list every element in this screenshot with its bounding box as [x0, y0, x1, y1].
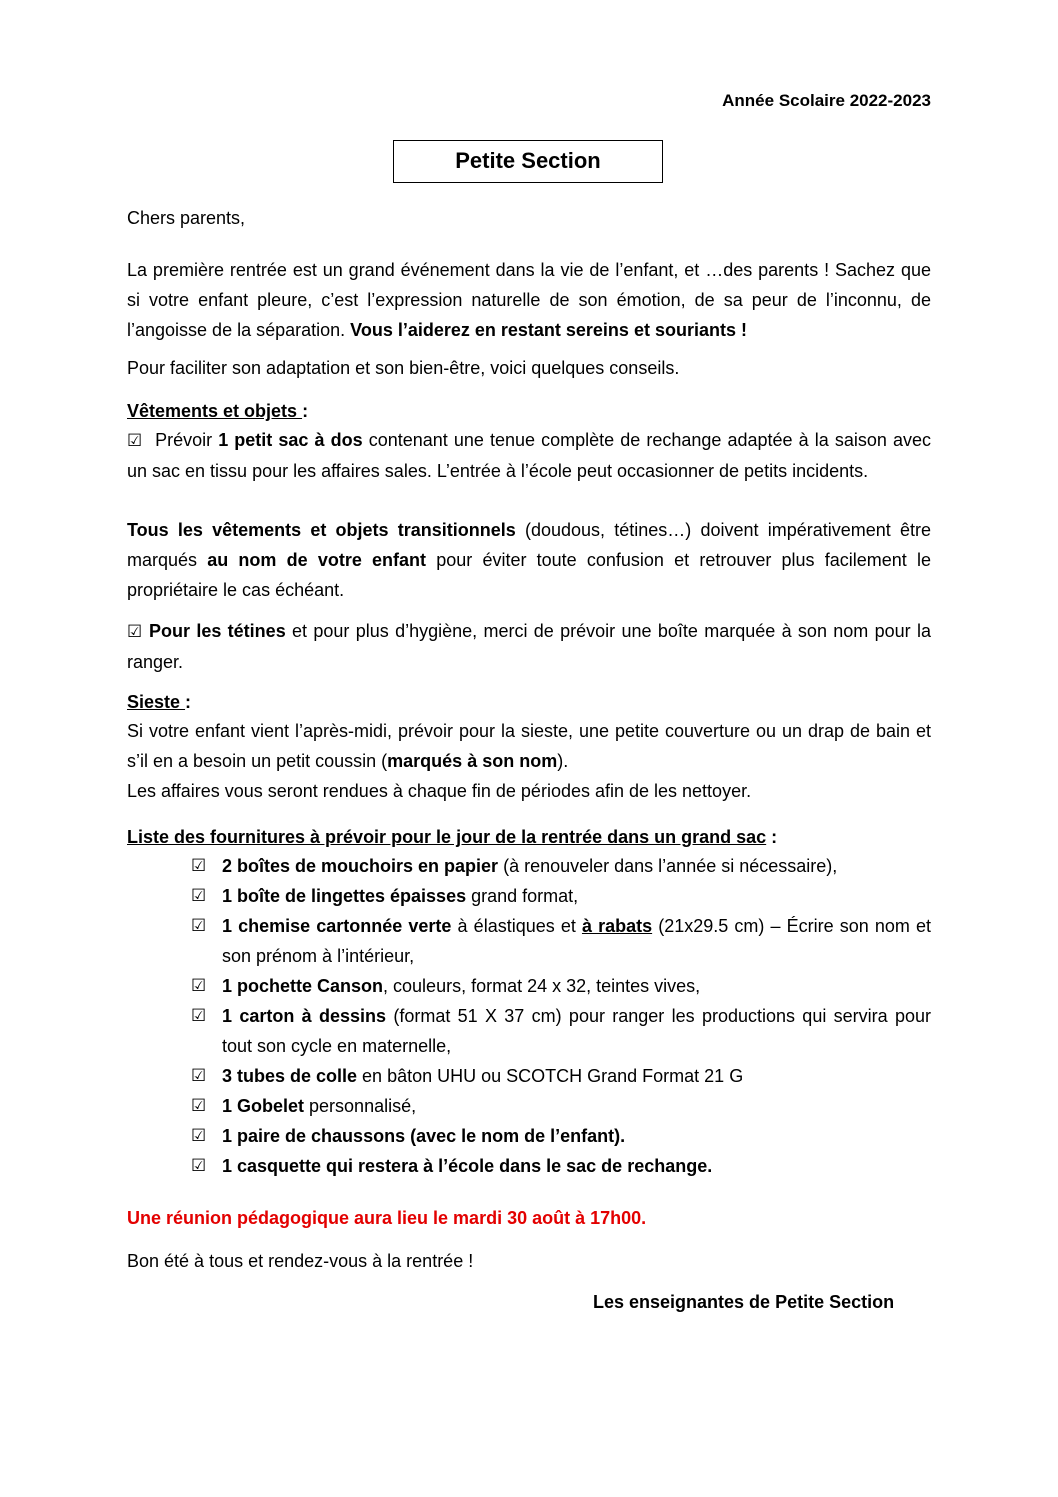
list-item	[191, 1061, 931, 1091]
list-item	[191, 971, 931, 1001]
backpack-bold: 1 petit sac à dos	[218, 430, 363, 450]
item-text: personnalisé,	[304, 1096, 417, 1116]
pacifier-text: et pour plus d’hygiène, merci de prévoir une boîte marquée à son nom pour la ranger.	[127, 621, 931, 672]
list-item	[191, 1001, 931, 1061]
item-bold: 1 chemise cartonnée verte	[222, 916, 452, 936]
list-item	[191, 1121, 931, 1151]
item-text: (format 51 X 37 cm) pour ranger les productions qui servira pour tout son cycle en maternelle,	[222, 1006, 931, 1056]
checked-box-icon: ☑	[191, 916, 207, 936]
list-item	[191, 1151, 931, 1181]
item-bold: 1 carton à dessins	[222, 1006, 387, 1026]
item-text: en bâton UHU ou SCOTCH Grand Format 21 G	[357, 1066, 744, 1086]
advice-intro: Pour faciliter son adaptation et son bien-être, voici quelques conseils.	[127, 358, 680, 378]
clothing-heading-line	[127, 396, 931, 426]
item-bold: 1 pochette Canson	[222, 976, 384, 996]
marking-bold-1: Tous les vêtements et objets transitionnels	[127, 520, 516, 540]
intro-bold-text: Vous l’aiderez en restant sereins et souriants !	[350, 320, 747, 340]
signature: Les enseignantes de Petite Section	[593, 1292, 895, 1312]
list-item	[191, 881, 931, 911]
nap-heading-colon: :	[185, 692, 192, 712]
item-text: à élastiques et	[451, 916, 582, 936]
checked-box-icon: ☑	[191, 1066, 207, 1086]
nap-paragraph	[127, 716, 931, 776]
nap-bold: marqués à son nom	[387, 751, 558, 771]
clothing-item-backpack	[127, 425, 931, 486]
item-bold: 1 boîte de lingettes épaisses	[222, 886, 467, 906]
supplies-heading-colon: :	[766, 827, 778, 847]
item-underlined: à rabats	[581, 916, 653, 936]
clothing-heading-colon: :	[302, 401, 309, 421]
intro-text: La première rentrée est un grand événement dans la vie de l’enfant, et …des parents ! Sachez que si votre enfant pleure, c’est l’expression naturelle de son émotion, de sa peur de l’inconnu, de l’angoisse de la séparation.	[127, 260, 931, 340]
backpack-text-before: Prévoir	[149, 430, 219, 450]
checked-box-icon: ☑	[191, 1096, 207, 1116]
checked-box-icon: ☑	[191, 1126, 207, 1146]
checked-box-icon: ☑	[191, 856, 207, 876]
backpack-text-after: contenant une tenue complète de rechange adaptée à la saison avec un sac en tissu pour les affaires sales. L’entrée à l’école peut occasionner de petits incidents.	[127, 430, 931, 481]
checked-box-icon: ☑	[127, 622, 143, 642]
marking-paragraph	[127, 515, 931, 605]
clothing-heading: Vêtements et objets	[127, 401, 303, 421]
marking-text-1: (doudous, tétines…) doivent impérativement être marqués	[127, 520, 931, 570]
nap-heading: Sieste	[127, 692, 186, 712]
nap-text-end: ).	[557, 751, 569, 771]
item-text: (à renouveler dans l’année si nécessaire),	[498, 856, 838, 876]
item-text-2: (21x29.5 cm) – Écrire son nom et son prénom à l’intérieur,	[222, 916, 931, 966]
supplies-list	[191, 851, 931, 1181]
marking-bold-2: au nom de votre enfant	[207, 550, 427, 570]
page-title: Petite Section	[393, 140, 663, 183]
checked-box-icon: ☑	[191, 886, 207, 906]
list-item	[191, 1091, 931, 1121]
checked-box-icon: ☑	[127, 431, 143, 451]
supplies-heading: Liste des fournitures à prévoir pour le jour de la rentrée dans un grand sac	[127, 827, 767, 847]
item-text: , couleurs, format 24 x 32, teintes vives,	[383, 976, 701, 996]
item-text: grand format,	[466, 886, 579, 906]
nap-return-text: Les affaires vous seront rendues à chaque fin de périodes afin de les nettoyer.	[127, 781, 752, 801]
greeting: Chers parents,	[127, 208, 246, 228]
list-item	[191, 851, 931, 881]
item-bold: 1 paire de chaussons (avec le nom de l’enfant).	[222, 1126, 626, 1146]
meeting-notice: Une réunion pédagogique aura lieu le mardi 30 août à 17h00.	[127, 1208, 647, 1228]
checked-box-icon: ☑	[191, 1006, 207, 1026]
list-item	[191, 911, 931, 971]
supplies-heading-line	[127, 822, 931, 852]
school-year: Année Scolaire 2022-2023	[722, 91, 931, 110]
clothing-item-pacifier	[127, 616, 931, 677]
item-bold: 1 Gobelet	[222, 1096, 305, 1116]
checked-box-icon: ☑	[191, 976, 207, 996]
nap-text-1: Si votre enfant vient l’après-midi, prévoir pour la sieste, une petite couverture ou un drap de bain et s’il en a besoin un petit coussin (	[127, 721, 931, 771]
item-bold: 2 boîtes de mouchoirs en papier	[222, 856, 499, 876]
item-bold: 1 casquette qui restera à l’école dans le sac de rechange.	[222, 1156, 713, 1176]
intro-paragraph	[127, 255, 931, 345]
marking-text-2: pour éviter toute confusion et retrouver plus facilement le propriétaire le cas échéant.	[127, 550, 931, 600]
closing-text: Bon été à tous et rendez-vous à la rentrée !	[127, 1251, 474, 1271]
pacifier-bold: Pour les tétines	[149, 621, 286, 641]
checked-box-icon: ☑	[191, 1156, 207, 1176]
item-bold: 3 tubes de colle	[222, 1066, 358, 1086]
nap-heading-line	[127, 687, 931, 717]
